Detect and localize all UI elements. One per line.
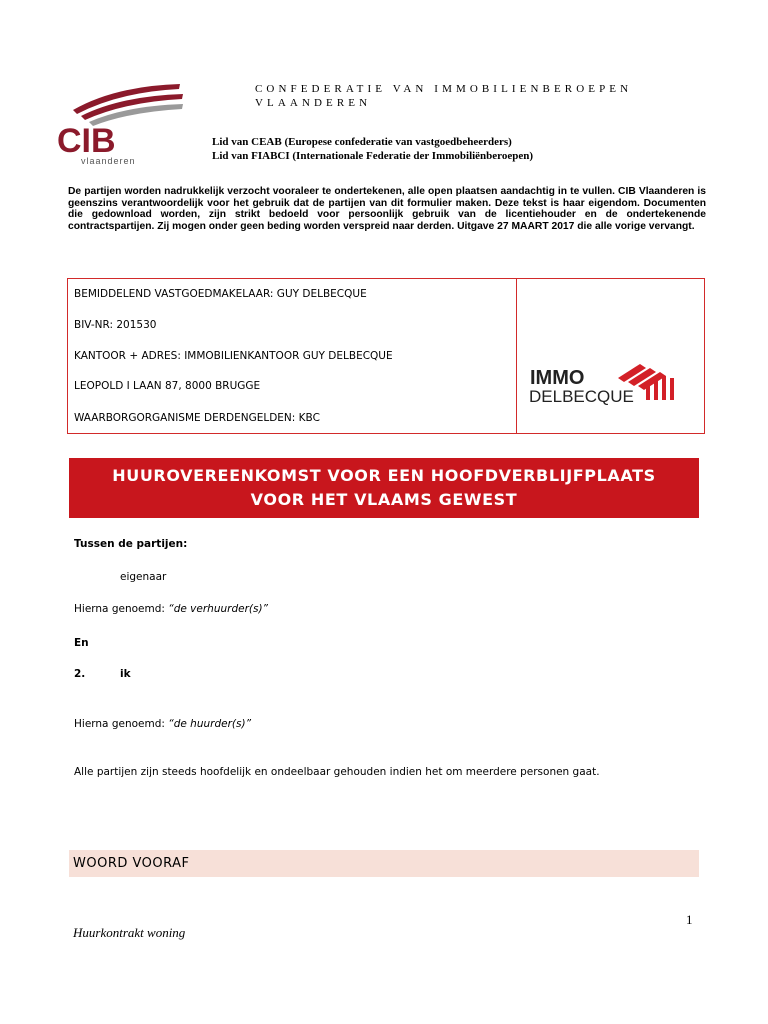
agent-guarantee-organism: WAARBORGORGANISME DERDENGELDEN: KBC — [74, 412, 320, 424]
agent-office: KANTOOR + ADRES: IMMOBILIENKANTOOR GUY DELBECQUE — [74, 350, 393, 362]
intro-disclaimer: De partijen worden nadrukkelijk verzocht vooraleer te ondertekenen, alle open plaatsen aandachtig in te vullen. CIB Vlaanderen is geenszins verantwoordelijk voor het gebruik dat de partijen van dit formulier maken. Deze tekst is haar eigendom. Documenten die gedownload worden, zijn strikt bedoeld voor persoonlijk gebruik van de licentiehouder en de ondertekenende contractspartijen. Zij mogen onder geen beding worden verspreid naar derden. Uitgave 27 MAART 2017 die alle vorige vervangt. — [68, 186, 706, 232]
footer-doc-name: Huurkontrakt woning — [73, 925, 186, 940]
tenant-label: ik — [120, 668, 131, 680]
landlord-designation — [74, 603, 268, 616]
hierna-label: Hierna genoemd: — [74, 718, 165, 730]
membership-fiabci: Lid van FIABCI (Internationale Federatie der Immobiliënberoepen) — [212, 150, 534, 162]
contract-title-line2: VOOR HET VLAAMS GEWEST — [250, 490, 518, 509]
agent-box-divider — [516, 278, 517, 434]
membership-ceab: Lid van CEAB (Europese confederatie van vastgoedbeheerders) — [212, 136, 512, 148]
and-label: En — [74, 637, 89, 649]
page-number: 1 — [686, 912, 693, 927]
confederation-title-line2: VLAANDEREN — [255, 97, 372, 109]
joint-liability-clause: Alle partijen zijn steeds hoofdelijk en ondeelbaar gehouden indien het om meerdere personen gaat. — [74, 766, 600, 778]
hierna-label: Hierna genoemd: — [74, 603, 165, 615]
confederation-title — [255, 82, 675, 110]
landlord-term: “de verhuurder(s)” — [168, 603, 269, 615]
contract-title-line1: HUUROVEREENKOMST VOOR EEN HOOFDVERBLIJFPLAATS — [112, 466, 656, 485]
immo-logo-text: IMMO — [530, 367, 585, 389]
confederation-title-line1: CONFEDERATIE VAN IMMOBILIENBEROEPEN — [255, 83, 633, 95]
cib-logo — [55, 80, 185, 168]
owner-label: eigenaar — [120, 571, 167, 583]
cib-logo-subtext: vlaanderen — [81, 156, 136, 166]
immo-delbecque-logo — [528, 360, 680, 406]
cib-logo-text: CIB — [57, 122, 116, 160]
contract-title-banner — [69, 458, 699, 518]
section-woord-vooraf: WOORD VOORAF — [69, 850, 699, 877]
agent-address: LEOPOLD I LAAN 87, 8000 BRUGGE — [74, 380, 261, 392]
cib-logo-swoosh — [73, 84, 183, 126]
agent-biv-number: BIV-NR: 201530 — [74, 319, 157, 331]
agent-name: BEMIDDELEND VASTGOEDMAKELAAR: GUY DELBECQUE — [74, 288, 367, 300]
parties-heading: Tussen de partijen: — [74, 538, 188, 550]
delbecque-logo-text: DELBECQUE — [529, 387, 634, 406]
tenant-term: “de huurder(s)” — [168, 718, 252, 730]
tenant-designation — [74, 718, 251, 731]
party-number-2: 2. — [74, 668, 86, 680]
